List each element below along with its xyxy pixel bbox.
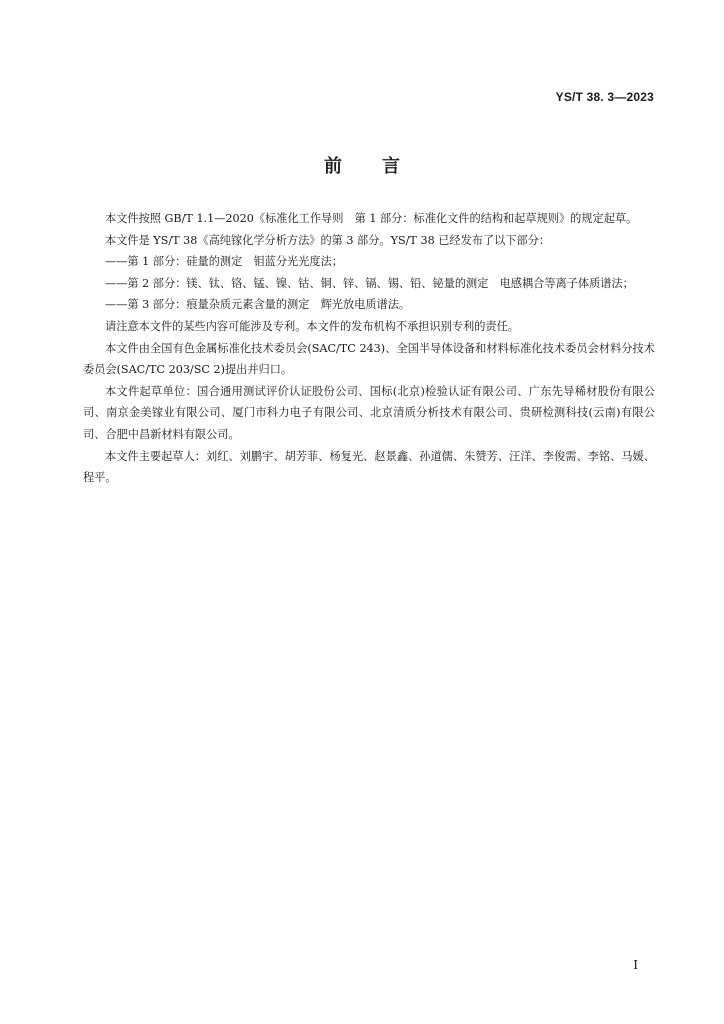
paragraph-series-intro: 本文件是 YS/T 38《高纯镓化学分析方法》的第 3 部分。YS/T 38 已经发布了以下部分： (105, 233, 551, 247)
document-code: YS/T 38. 3—2023 (555, 90, 654, 104)
paragraph-patent-notice: 请注意本文件的某些内容可能涉及专利。本文件的发布机构不承担识别专利的责任。 (105, 319, 519, 333)
list-item-part-1: ——第 1 部分：硅量的测定 钼蓝分光光度法； (105, 255, 343, 269)
list-item-part-3: ——第 3 部分：痕量杂质元素含量的测定 辉光放电质谱法。 (105, 298, 411, 312)
paragraph-drafters: 本文件主要起草人：刘红、刘鹏宇、胡芳菲、杨复光、赵景鑫、孙道儒、朱赞芳、汪洋、李俊需、李铭、马媛、程平。 (83, 449, 655, 485)
paragraph-drafting-units: 本文件起草单位：国合通用测试评价认证股份公司、国标(北京)检验认证有限公司、广东先导稀材股份有限公司、南京金美镓业有限公司、厦门市科力电子有限公司、北京清质分析技术有限公司、贵研检测科技(云南)有限公司、合肥中昌新材料有限公司。 (83, 384, 655, 441)
paragraph-proposer: 本文件由全国有色金属标准化技术委员会(SAC/TC 243)、全国半导体设备和材料标准化技术委员会材料分技术委员会(SAC/TC 203/SC 2)提出并归口。 (83, 341, 655, 377)
document-body (83, 208, 655, 489)
list-item-part-2: ——第 2 部分：镁、钛、铬、锰、镍、钴、铜、锌、镉、锡、铅、铋量的测定 电感耦合等离子体质谱法； (105, 276, 634, 290)
page-number: I (633, 958, 638, 972)
page-title: 前言 (324, 156, 440, 177)
paragraph-drafting-rules: 本文件按照 GB/T 1.1—2020《标准化工作导则 第 1 部分：标准化文件的结构和起草规则》的规定起草。 (105, 212, 638, 225)
